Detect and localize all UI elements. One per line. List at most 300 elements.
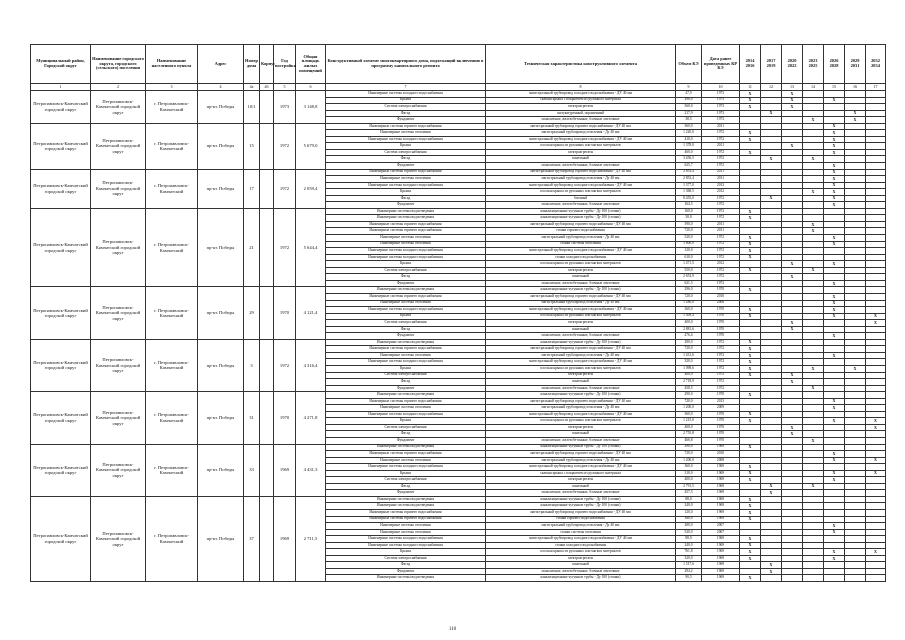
element-volume: 400,0 (676, 372, 702, 379)
element-spec: канализационные чугунные трубы - Ду 100 (стояки) (486, 208, 676, 215)
element-volume: 360,0 (676, 307, 702, 314)
element-volume: 621,5 (676, 280, 702, 287)
element-name: Инженерные системы отопления (326, 176, 486, 183)
element-name: Инженерные системы отопления (326, 405, 486, 412)
period-cell: X (824, 477, 845, 484)
repair-date: 1972 (702, 235, 740, 242)
element-name: Инженерные системы холодного водоснабжения (326, 307, 486, 314)
element-volume: 2 791,5 (676, 483, 702, 490)
building-settlement: Петропавловск-Камчатский городской округ (91, 444, 146, 496)
period-cell: X (824, 163, 845, 170)
element-volume: 1 431,6 (676, 352, 702, 359)
element-volume: 550,0 (676, 267, 702, 274)
period-cell: X (824, 307, 845, 314)
period-cell: X (740, 313, 761, 320)
period-cell: X (782, 274, 803, 281)
column-number: 7 (326, 84, 486, 91)
building-locality: г. Петропавловск-Камчатский (146, 392, 198, 444)
column-header: Наименование городского округа, городского (сельского) поселения (91, 45, 146, 84)
repair-date: 1970 (702, 411, 740, 418)
element-spec: магистральный трубопровод отопления - Ду 40 мм (486, 523, 676, 530)
period-cell: X (761, 490, 782, 497)
element-spec: плоская крыша из рулонных или мягких материалов (486, 189, 676, 196)
element-name: Фасад (326, 156, 486, 163)
period-cell: X (782, 143, 803, 150)
element-volume: 400,0 (676, 424, 702, 431)
repair-date: 1972 (702, 372, 740, 379)
column-header: 2023 2025 (803, 45, 824, 84)
element-spec: блочный (486, 195, 676, 202)
header-row (31, 45, 886, 84)
repair-date: 1969 (702, 477, 740, 484)
element-spec: магистральный трубопровод отопления - Ду 40 мм (486, 235, 676, 242)
period-cell (866, 575, 886, 582)
period-cell: X (740, 510, 761, 517)
element-spec: канализационные чугунные трубы - Ду 100 (стояки) (486, 444, 676, 451)
element-volume: 120,0 (676, 248, 702, 255)
element-volume: 240,0 (676, 503, 702, 510)
element-name: Инженерные системы холодного водоснабжения (326, 182, 486, 189)
element-spec: магистральный трубопровод отопления - Ду 40 мм (486, 457, 676, 464)
building-street: пр-кт. Победы (198, 91, 244, 124)
element-spec: панельный (486, 483, 676, 490)
repair-date: 1973 (702, 91, 740, 98)
element-volume: 240,0 (676, 542, 702, 549)
element-volume: 1 215,0 (676, 418, 702, 425)
period-cell: X (740, 248, 761, 255)
period-cell: X (740, 130, 761, 137)
element-name: Инженерные системы отопления (326, 529, 486, 536)
element-spec: магистральный трубопровод отопления - Ду 40 мм (486, 176, 676, 183)
element-volume: 120,0 (676, 510, 702, 517)
repair-date: 1972 (702, 385, 740, 392)
repair-date: 1972 (702, 365, 740, 372)
column-number: 17 (866, 84, 886, 91)
element-spec: плоская крыша из рулонных или мягких материалов (486, 365, 676, 372)
element-name: Крыша (326, 189, 486, 196)
element-name: Инженерные системы холодного водоснабжения (326, 464, 486, 471)
element-name: Инженерные системы водоотведения (326, 575, 486, 582)
repair-date: 2007 (702, 523, 740, 530)
period-cell: X (782, 261, 803, 268)
repair-date: 1972 (702, 267, 740, 274)
period-cell (761, 575, 782, 582)
repair-date: 1973 (702, 97, 740, 104)
repair-date: 1970 (702, 437, 740, 444)
repair-date: 2011 (702, 123, 740, 130)
element-volume: 1 368,5 (676, 189, 702, 196)
element-spec: стояки горячего водоснабжения (486, 516, 676, 523)
element-name: Фасад (326, 562, 486, 569)
building-settlement: Петропавловск-Камчатский городской округ (91, 123, 146, 169)
period-cell: X (740, 549, 761, 556)
element-volume: 1 200,0 (676, 405, 702, 412)
element-name: Крыша (326, 97, 486, 104)
period-cell: X (782, 104, 803, 111)
element-spec: электроагрегаты (486, 477, 676, 484)
element-spec: электроагрегаты (486, 555, 676, 562)
repair-date: 1972 (702, 254, 740, 261)
element-spec: канализационные чугунные трубы - Ду 100 (стояки) (486, 392, 676, 399)
column-header: Наименование населенного пункта (146, 45, 198, 84)
element-spec: стояки холодного водоснабжения (486, 542, 676, 549)
element-volume: 400,0 (676, 477, 702, 484)
period-cell: X (740, 418, 761, 425)
element-volume: 296,0 (676, 97, 702, 104)
period-cell: X (824, 555, 845, 562)
repair-date: 1972 (702, 339, 740, 346)
building-house: 29 (244, 287, 260, 339)
element-spec: монолитные, железобетонные, блочные ленточные (486, 333, 676, 340)
element-volume: 47,5 (676, 91, 702, 98)
element-volume: 1 377,0 (676, 182, 702, 189)
repair-date: 1970 (702, 392, 740, 399)
element-spec: канализационные чугунные трубы - Ду 100 (стояки) (486, 575, 676, 582)
building-area: 4 431,3 (296, 444, 326, 496)
building-corpus (260, 208, 274, 287)
building-year: 1970 (274, 287, 296, 339)
element-name: Крыша (326, 143, 486, 150)
element-volume: 160,0 (676, 208, 702, 215)
element-spec: панельный (486, 431, 676, 438)
element-volume: 2 881,6 (676, 326, 702, 333)
period-cell: X (824, 451, 845, 458)
building-area: 3 148,8 (296, 91, 326, 124)
period-cell: X (803, 365, 824, 372)
element-name: Крыша (326, 261, 486, 268)
repair-date: 1972 (702, 156, 740, 163)
element-name: Крыша (326, 549, 486, 556)
element-volume: 1 280,0 (676, 300, 702, 307)
element-spec: монолитные, железобетонные, блочные ленточные (486, 568, 676, 575)
repair-date: 1969 (702, 496, 740, 503)
period-cell: X (824, 189, 845, 196)
repair-date: 2011 (702, 221, 740, 228)
element-volume: 720,0 (676, 228, 702, 235)
repair-date: 1969 (702, 470, 740, 477)
element-spec: монолитные, железобетонные, блочные ленточные (486, 490, 676, 497)
building-corpus (260, 287, 274, 339)
element-spec: канализационные чугунные трубы - Ду 100 (стояки) (486, 287, 676, 294)
repair-date: 1972 (702, 208, 740, 215)
building-street: пр-кт. Победы (198, 123, 244, 169)
element-spec: плоская крыша из рулонных или мягких материалов (486, 418, 676, 425)
element-name: Инженерные системы горячего водоснабжения (326, 293, 486, 300)
element-volume: 360,0 (676, 123, 702, 130)
period-cell: X (782, 97, 803, 104)
element-name: Инженерные системы отопления (326, 523, 486, 530)
repair-date: 1969 (702, 516, 740, 523)
element-name: Инженерные системы водоотведения (326, 496, 486, 503)
column-header: 2020 2022 (782, 45, 803, 84)
element-spec: стояки холодного водоснабжения (486, 254, 676, 261)
period-cell: X (740, 536, 761, 543)
column-header: 2029 2031 (845, 45, 866, 84)
repair-date: 1972 (702, 352, 740, 359)
element-spec: панельный (486, 379, 676, 386)
element-name: Инженерные системы холодного водоснабжения (326, 411, 486, 418)
element-name: Система электроснабжения (326, 149, 486, 156)
building-area: 4 316,4 (296, 339, 326, 391)
column-header: 2014 2016 (740, 45, 761, 84)
period-cell (845, 575, 866, 582)
repair-date: 1973 (702, 104, 740, 111)
building-year: 1969 (274, 444, 296, 496)
element-name: Фасад (326, 326, 486, 333)
repair-date: 1972 (702, 248, 740, 255)
element-name: Инженерные системы горячего водоснабжения (326, 169, 486, 176)
element-volume: 625,7 (676, 163, 702, 170)
building-corpus (260, 339, 274, 391)
element-name: Фасад (326, 274, 486, 281)
element-volume: 1 517,6 (676, 562, 702, 569)
element-volume: 2 653,9 (676, 274, 702, 281)
element-name: Инженерные системы водоотведения (326, 215, 486, 222)
element-name: Инженерные системы горячего водоснабжения (326, 228, 486, 235)
period-cell: X (824, 549, 845, 556)
period-cell: X (824, 130, 845, 137)
column-header: Адрес (198, 45, 244, 84)
building-settlement: Петропавловск-Камчатский городской округ (91, 496, 146, 581)
element-volume: 390,0 (676, 221, 702, 228)
element-name: Фундамент (326, 385, 486, 392)
element-spec: электроагрегаты (486, 267, 676, 274)
element-name: Крыша (326, 418, 486, 425)
building-house: 31 (244, 392, 260, 444)
building-district: Петропавловск-Камчатский городской округ (31, 392, 91, 444)
period-cell: X (740, 575, 761, 582)
period-cell: X (824, 523, 845, 530)
repair-date: 1969 (702, 464, 740, 471)
building-district: Петропавловск-Камчатский городской округ (31, 339, 91, 391)
period-cell: X (824, 529, 845, 536)
repair-date: 1969 (702, 444, 740, 451)
element-spec: электроагрегаты (486, 320, 676, 327)
element-volume: 320,0 (676, 359, 702, 366)
element-volume: 310,0 (676, 470, 702, 477)
column-number: 10 (702, 84, 740, 91)
building-locality: г. Петропавловск-Камчатский (146, 339, 198, 391)
period-cell: X (866, 424, 886, 431)
table-body (31, 84, 886, 582)
building-house: 10/1 (244, 91, 260, 124)
period-cell: X (761, 156, 782, 163)
period-cell: X (824, 97, 845, 104)
period-cell: X (740, 470, 761, 477)
element-volume: 476,4 (676, 333, 702, 340)
element-spec: электроагрегаты (486, 372, 676, 379)
period-cell: X (845, 117, 866, 124)
element-name: Крыша (326, 313, 486, 320)
building-house: 3 (244, 339, 260, 391)
column-number: 15 (824, 84, 845, 91)
element-volume: 294,2 (676, 568, 702, 575)
repair-date: 1972 (702, 136, 740, 143)
element-name: Инженерные системы отопления (326, 300, 486, 307)
element-name: Фундамент (326, 568, 486, 575)
element-spec: электроагрегаты (486, 149, 676, 156)
period-cell: X (824, 293, 845, 300)
building-corpus (260, 123, 274, 169)
element-name: Система электроснабжения (326, 424, 486, 431)
element-spec: монолитные, железобетонные, блочные ленточные (486, 385, 676, 392)
period-cell: X (740, 307, 761, 314)
column-number: 4а (244, 84, 260, 91)
element-name: Инженерные системы водоотведения (326, 503, 486, 510)
period-cell: X (824, 280, 845, 287)
element-volume: 360,0 (676, 411, 702, 418)
period-cell: X (824, 261, 845, 268)
period-cell: X (740, 149, 761, 156)
element-name: Инженерные системы водоотведения (326, 444, 486, 451)
period-cell: X (782, 431, 803, 438)
element-volume: 2 755,8 (676, 431, 702, 438)
repair-date: 1970 (702, 313, 740, 320)
building-area: 4 121,4 (296, 287, 326, 339)
element-name: Инженерные системы отопления (326, 352, 486, 359)
building-district: Петропавловск-Камчатский городской округ (31, 287, 91, 339)
element-volume: 360,0 (676, 464, 702, 471)
column-header: 2026 2028 (824, 45, 845, 84)
period-cell: X (740, 359, 761, 366)
element-spec: электроагрегаты (486, 424, 676, 431)
element-name: Фундамент (326, 117, 486, 124)
element-volume: 88,0 (676, 496, 702, 503)
element-volume: 610,0 (676, 254, 702, 261)
column-header: Конструктивный элемент многоквартирного дома, подлежащий включению в программу капитального ремонта (326, 45, 486, 84)
element-volume: 520,0 (676, 235, 702, 242)
element-name: Инженерные системы холодного водоснабжения (326, 136, 486, 143)
building-house: 15 (244, 123, 260, 169)
period-cell: X (824, 313, 845, 320)
element-spec: электроагрегаты (486, 104, 676, 111)
element-name: Система электроснабжения (326, 104, 486, 111)
period-cell: X (740, 287, 761, 294)
period-cell: X (740, 555, 761, 562)
building-district: Петропавловск-Камчатский городской округ (31, 123, 91, 169)
period-cell: X (740, 365, 761, 372)
period-cell: X (824, 418, 845, 425)
element-volume: 1 378,0 (676, 143, 702, 150)
element-volume: 290,0 (676, 339, 702, 346)
building-district: Петропавловск-Камчатский городской округ (31, 496, 91, 581)
element-spec: магистральный трубопровод горячего водоснабжения - ДУ 40 мм (486, 346, 676, 353)
element-name: Система электроснабжения (326, 372, 486, 379)
period-cell: X (824, 398, 845, 405)
column-header: Год постройки (274, 45, 296, 84)
column-number: 4б (260, 84, 274, 91)
element-volume: 720,0 (676, 346, 702, 353)
element-name: Инженерные системы отопления (326, 457, 486, 464)
element-spec: монолитные, железобетонные, блочные ленточные (486, 437, 676, 444)
period-cell: X (740, 477, 761, 484)
repair-date: 2010 (702, 451, 740, 458)
element-spec: канализационные чугунные трубы - Ду 100 (стояки) (486, 215, 676, 222)
element-volume: 88,0 (676, 536, 702, 543)
element-spec: магистральный трубопровод холодного водоснабжения - ДУ 40 мм (486, 91, 676, 98)
program-table-sheet (30, 44, 885, 582)
repair-date: 1969 (702, 483, 740, 490)
element-volume: 400,0 (676, 320, 702, 327)
repair-date: 1969 (702, 490, 740, 497)
element-spec: стояки горячего водоснабжения (486, 228, 676, 235)
element-spec: магистральный трубопровод горячего водоснабжения - ДУ 40 мм (486, 123, 676, 130)
period-cell: X (740, 215, 761, 222)
element-name: Система электроснабжения (326, 555, 486, 562)
period-cell: X (782, 372, 803, 379)
period-cell: X (740, 503, 761, 510)
repair-date: 1972 (702, 202, 740, 209)
element-volume: 720,0 (676, 451, 702, 458)
period-cell: X (782, 320, 803, 327)
element-name: Инженерные системы водоотведения (326, 208, 486, 215)
element-name: Фундамент (326, 333, 486, 340)
building-area: 2 059,4 (296, 169, 326, 208)
repair-date: 1969 (702, 542, 740, 549)
element-spec: магистральный трубопровод горячего водоснабжения - ДУ 40 мм (486, 293, 676, 300)
period-cell: X (740, 241, 761, 248)
element-volume: 8 455,0 (676, 195, 702, 202)
element-volume: 90,5 (676, 575, 702, 582)
repair-date: 2010 (702, 293, 740, 300)
period-cell: X (803, 267, 824, 274)
period-cell: X (824, 202, 845, 209)
period-cell: X (824, 333, 845, 340)
period-cell: X (866, 313, 886, 320)
element-name: Инженерные системы холодного водоснабжения (326, 536, 486, 543)
building-district: Петропавловск-Камчатский городской округ (31, 91, 91, 124)
element-spec: магистральный трубопровод горячего водоснабжения - ДУ 40 мм (486, 221, 676, 228)
page-number: 110 (448, 627, 457, 632)
element-spec: магистральный трубопровод холодного водоснабжения - ДУ 40 мм (486, 411, 676, 418)
element-name: Инженерные системы отопления (326, 241, 486, 248)
element-name: Инженерные системы горячего водоснабжения (326, 221, 486, 228)
column-header: Общая площадь жилых помещений (296, 45, 326, 84)
repair-date: 1970 (702, 418, 740, 425)
period-cell: X (866, 457, 886, 464)
period-cell: X (824, 352, 845, 359)
element-spec: магистральный трубопровод холодного водоснабжения - ДУ 40 мм (486, 359, 676, 366)
period-cell: X (866, 418, 886, 425)
capital-repair-table (30, 44, 886, 582)
column-header: Номер дома (244, 45, 260, 84)
element-name: Инженерные системы горячего водоснабжения (326, 516, 486, 523)
period-cell (824, 575, 845, 582)
building-area: 5 644,4 (296, 208, 326, 287)
period-cell: X (782, 379, 803, 386)
element-volume: 720,0 (676, 293, 702, 300)
building-locality: г. Петропавловск-Камчатский (146, 496, 198, 581)
element-spec: монолитные, железобетонные, блочные ленточные (486, 280, 676, 287)
column-number: 1 (31, 84, 91, 91)
building-settlement: Петропавловск-Камчатский городской округ (91, 392, 146, 444)
period-cell: X (803, 483, 824, 490)
element-volume: 38,5 (676, 117, 702, 124)
period-cell: X (761, 110, 782, 117)
period-cell: X (803, 437, 824, 444)
building-district: Петропавловск-Камчатский городской округ (31, 169, 91, 208)
element-spec: стояки системы отопления (486, 529, 676, 536)
element-name: Инженерные системы водоотведения (326, 339, 486, 346)
element-volume: 1 471,5 (676, 261, 702, 268)
element-volume: 520,0 (676, 529, 702, 536)
element-name: Фасад (326, 483, 486, 490)
repair-date: 1972 (702, 280, 740, 287)
building-year: 1972 (274, 208, 296, 287)
building-settlement: Петропавловск-Камчатский городской округ (91, 339, 146, 391)
building-house: 21 (244, 208, 260, 287)
element-name: Фасад (326, 431, 486, 438)
